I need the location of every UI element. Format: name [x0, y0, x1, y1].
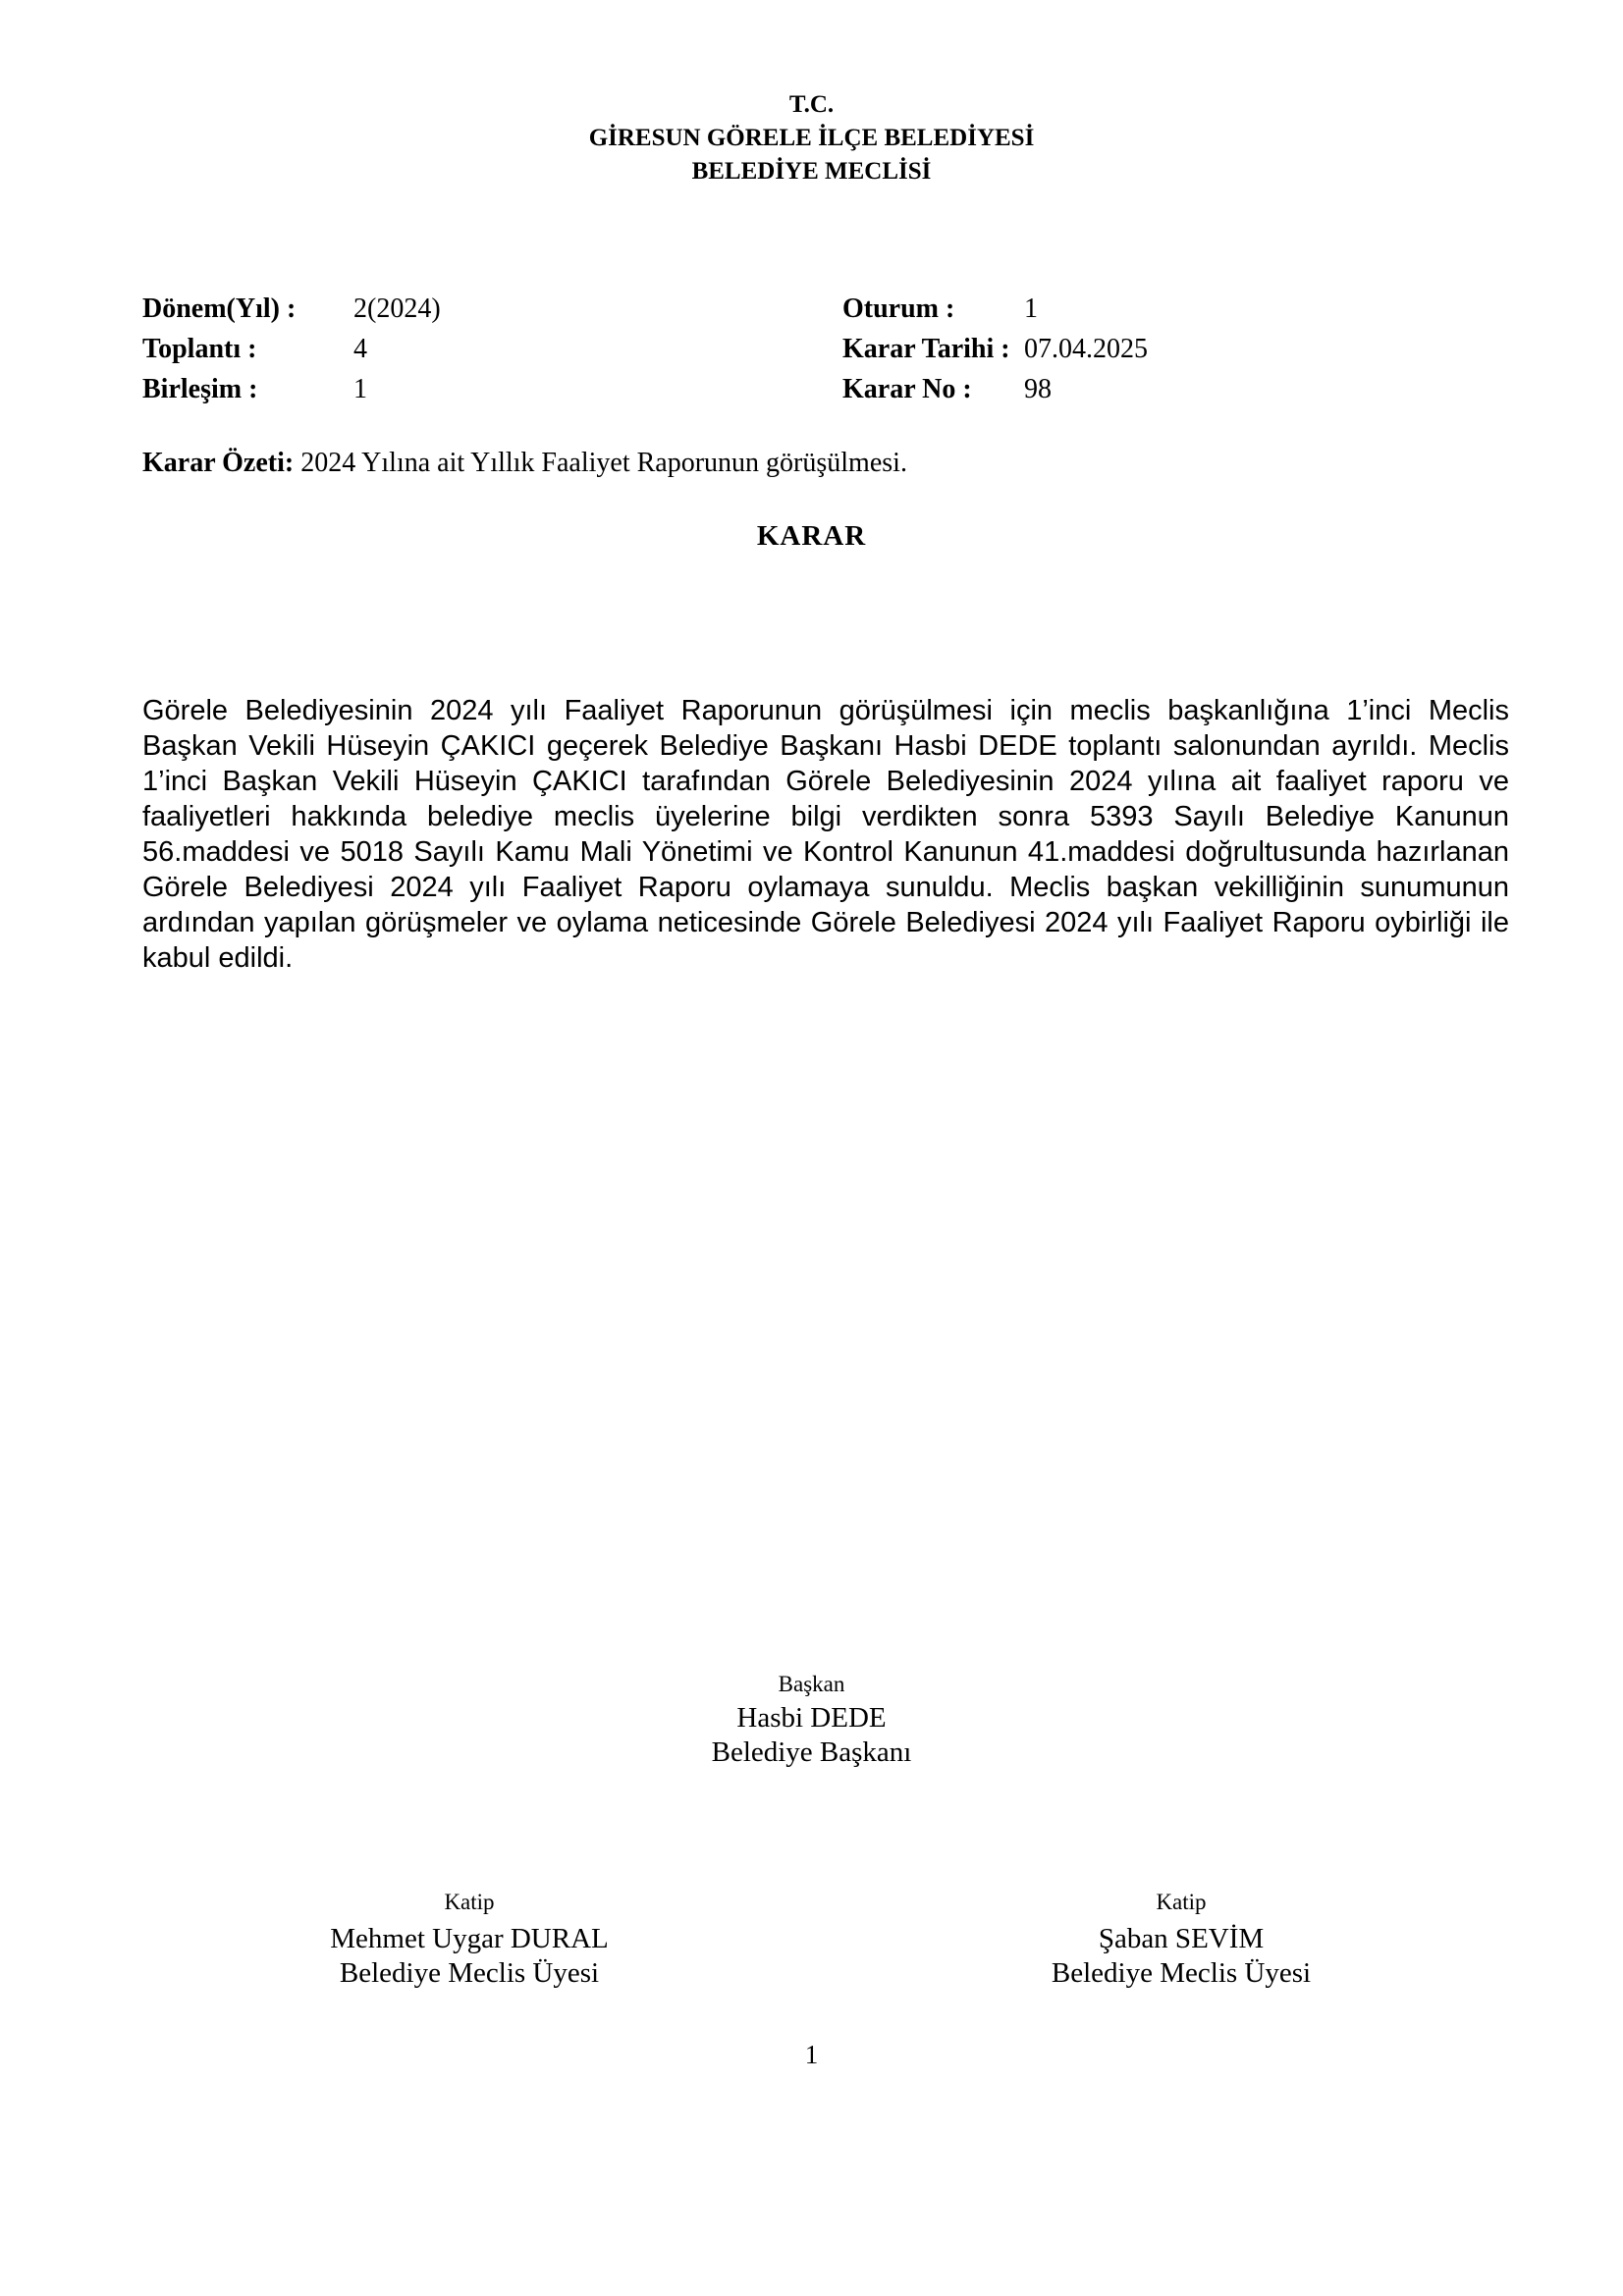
meta-row-birlesim	[142, 369, 441, 409]
meta-row-oturum	[842, 289, 1148, 329]
meta-value-toplanti: 4	[353, 334, 367, 364]
meta-value-karar-tarihi: 07.04.2025	[1024, 334, 1148, 364]
header-municipality-line: GİRESUN GÖRELE İLÇE BELEDİYESİ	[588, 125, 1035, 151]
meta-value-oturum: 1	[1024, 294, 1038, 324]
signature-clerk-left-title: Belediye Meclis Üyesi	[339, 1957, 600, 1989]
decision-body-paragraph: Görele Belediyesinin 2024 yılı Faaliyet Raporunun görüşülmesi için meclis başkanlığına 1’inci Meclis Başkan Vekili Hüseyin ÇAKICI geçerek Belediye Başkanı Hasbi DEDE toplantı salonundan ayrıldı. Meclis 1’inci Başkan Vekili Hüseyin ÇAKICI tarafından Görele Belediyesinin 2024 yılına ait faaliyet raporu ve faaliyetleri hakkında belediye meclis üyelerine bilgi verdikten sonra 5393 Sayılı Belediye Kanunun 56.maddesi ve 5018 Sayılı Kamu Mali Yönetimi ve Kontrol Kanunun 41.maddesi doğrultusunda hazırlanan Görele Belediyesi 2024 yılı Faaliyet Raporu oylamaya sunuldu. Meclis başkan vekilliğinin sunumunun ardından yapılan görüşmeler ve oylama neticesinde Görele Belediyesi 2024 yılı Faaliyet Raporu oybirliği ile kabul edildi.	[142, 695, 1509, 974]
meta-label-karar-no: Karar No :	[842, 374, 972, 404]
signature-clerk-right	[936, 1885, 1427, 1991]
signature-chairman-role: Başkan	[778, 1672, 845, 1696]
signature-clerk-right-name: Şaban SEVİM	[1098, 1923, 1265, 1954]
meta-row-donem	[142, 289, 441, 329]
meta-label-karar-tarihi: Karar Tarihi :	[842, 334, 1010, 364]
meta-label-birlesim: Birleşim :	[142, 374, 258, 404]
document-header	[0, 88, 1623, 188]
page-number: 1	[804, 2040, 819, 2069]
meta-label-donem: Dönem(Yıl) :	[142, 294, 297, 324]
meta-column-right	[842, 289, 1148, 409]
meta-row-toplanti	[142, 329, 441, 369]
meta-value-donem: 2(2024)	[353, 294, 441, 324]
signature-chairman-name: Hasbi DEDE	[736, 1702, 887, 1734]
decision-heading: KARAR	[756, 520, 867, 552]
decision-summary	[142, 447, 1517, 480]
meta-column-left	[142, 289, 441, 409]
meta-label-toplanti: Toplantı :	[142, 334, 257, 364]
decision-summary-label: Karar Özeti:	[142, 448, 295, 478]
header-republic-line: T.C.	[788, 91, 835, 118]
meta-label-oturum: Oturum :	[842, 294, 955, 324]
signature-chairman	[0, 1667, 1623, 1770]
meta-row-karar-no	[842, 369, 1148, 409]
header-council-line: BELEDİYE MECLİSİ	[691, 158, 932, 185]
signature-clerk-left-name: Mehmet Uygar DURAL	[330, 1923, 609, 1954]
signature-clerk-left-role: Katip	[444, 1890, 495, 1914]
signature-clerk-right-role: Katip	[1156, 1890, 1207, 1914]
signature-clerk-right-title: Belediye Meclis Üyesi	[1051, 1957, 1312, 1989]
meta-value-birlesim: 1	[353, 374, 367, 404]
meta-value-karar-no: 98	[1024, 374, 1052, 404]
signature-chairman-title: Belediye Başkanı	[711, 1736, 912, 1768]
meta-row-karar-tarihi	[842, 329, 1148, 369]
signature-clerk-left	[224, 1885, 715, 1991]
decision-summary-text: 2024 Yılına ait Yıllık Faaliyet Raporunun görüşülmesi.	[294, 448, 907, 478]
